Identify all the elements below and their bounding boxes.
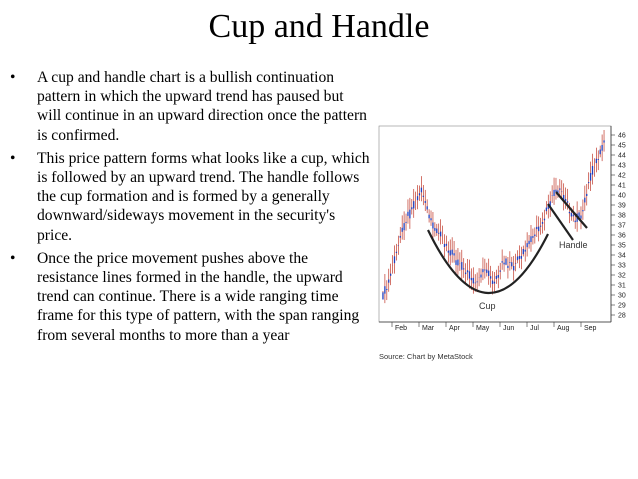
y-tick-label: 34 [618, 252, 626, 260]
y-axis-ticks [611, 133, 626, 320]
bullet-marker: • [10, 149, 16, 167]
y-tick-label: 43 [618, 162, 626, 170]
bullet-marker: • [10, 69, 16, 86]
chart-source: Source: Chart by MetaStock [379, 352, 473, 361]
x-tick-label: Jun [503, 325, 515, 332]
y-tick-label: 31 [618, 282, 626, 290]
x-tick-label: Mar [422, 325, 435, 332]
bullet-item [10, 149, 370, 245]
x-tick-label: Aug [557, 325, 570, 332]
cup-label: Cup [479, 301, 496, 311]
bullet-list [10, 68, 370, 349]
bullet-text: This price pattern forms what looks like a cup, which is followed by an upward trend. The handle follows the cup formation and is formed by a generally downward/sideways movement in the security's price. [37, 149, 370, 244]
y-tick-label: 40 [618, 192, 626, 200]
bullet-text: Once the price movement pushes above the resistance lines formed in the handle, the upward trend can continue. There is a wide ranging time frame for this type of pattern, with the span ranging from several months to more than a year [37, 249, 360, 344]
cup-and-handle-chart [373, 124, 638, 364]
x-tick-label: May [476, 325, 490, 332]
y-tick-label: 42 [618, 172, 626, 180]
x-axis-ticks [392, 322, 597, 332]
bullet-item [10, 68, 370, 145]
y-tick-label: 30 [618, 292, 626, 300]
x-tick-label: Jul [530, 325, 539, 332]
bullet-item [10, 249, 370, 345]
y-tick-label: 38 [618, 212, 626, 220]
y-tick-label: 36 [618, 232, 626, 240]
y-tick-label: 33 [618, 262, 626, 270]
slide-title: Cup and Handle [208, 8, 430, 45]
x-tick-label: Apr [449, 325, 460, 332]
y-tick-label: 41 [618, 182, 626, 190]
handle-label: Handle [559, 240, 588, 250]
x-tick-label: Feb [395, 325, 408, 332]
y-tick-label: 39 [618, 202, 626, 210]
y-tick-label: 44 [618, 152, 626, 160]
y-tick-label: 45 [618, 142, 626, 150]
y-tick-label: 37 [618, 222, 626, 230]
chart-svg [373, 124, 638, 364]
y-tick-label: 46 [618, 132, 626, 140]
y-tick-label: 29 [618, 302, 626, 310]
bullet-marker: • [10, 249, 16, 267]
bullet-text: A cup and handle chart is a bullish continuation pattern in which the upward trend has paused but will continue in an upward direction once the pattern is confirmed. [37, 69, 367, 144]
y-tick-label: 35 [618, 242, 626, 250]
x-tick-label: Sep [584, 325, 597, 332]
y-tick-label: 28 [618, 312, 626, 320]
y-tick-label: 32 [618, 272, 626, 280]
